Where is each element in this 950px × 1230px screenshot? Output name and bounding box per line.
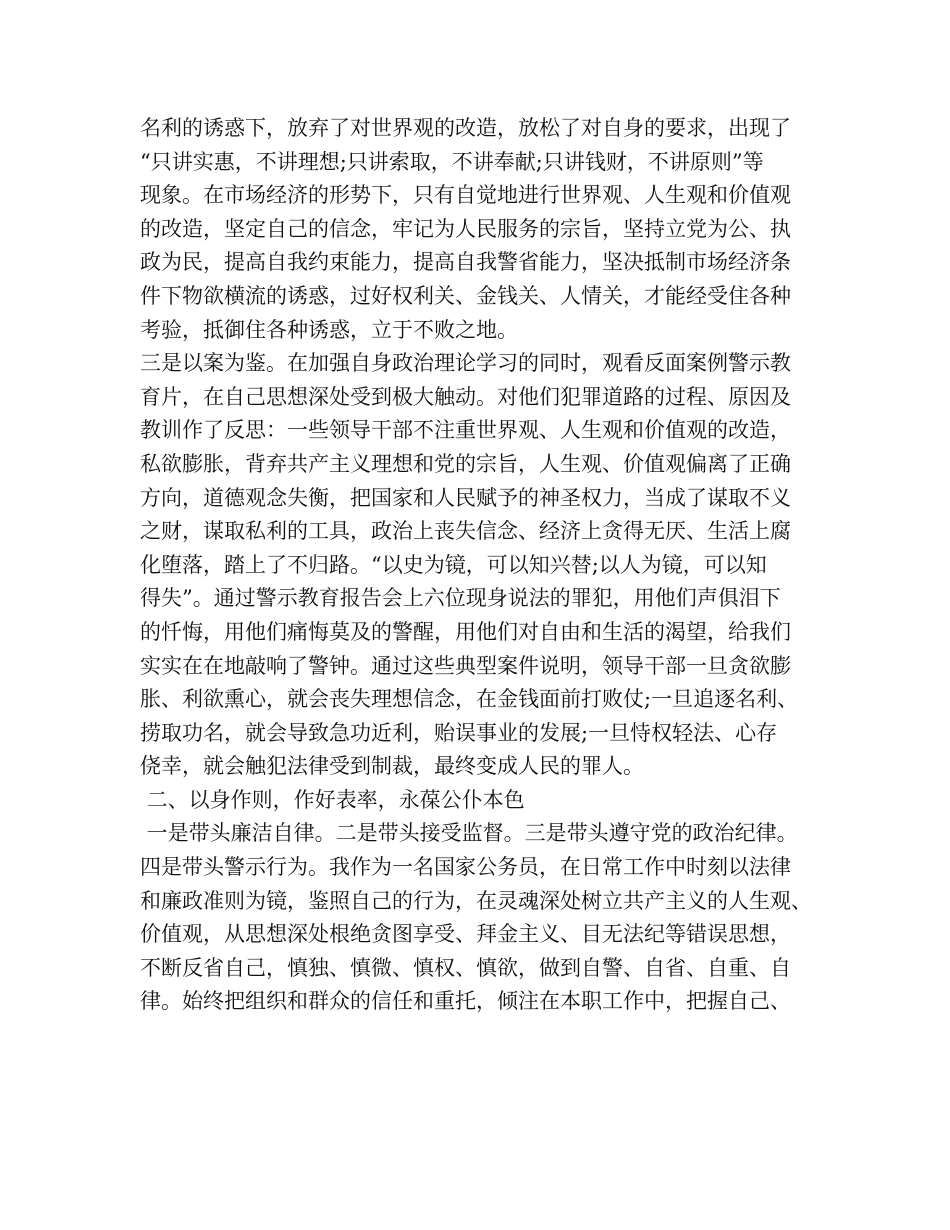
text-line: 化堕落，踏上了不归路。“以史为镜，可以知兴替;以人为镜，可以知 xyxy=(140,552,767,577)
text-line: 现象。在市场经济的形势下，只有自觉地进行世界观、人生观和价值观 xyxy=(140,183,791,208)
text-line: 二、以身作则，作好表率，永葆公仆本色 xyxy=(140,787,525,812)
document-body xyxy=(140,112,840,1019)
text-line: 名利的诱惑下，放弃了对世界观的改造，放松了对自身的要求，出现了 xyxy=(140,116,791,140)
text-line: 不断反省自己，慎独、慎微、慎权、慎欲，做到自警、自省、自重、自 xyxy=(140,955,791,980)
text-line: 育片，在自己思想深处受到极大触动。对他们犯罪道路的过程、原因及 xyxy=(140,384,791,409)
text-line: 的改造，坚定自己的信念，牢记为人民服务的宗旨，坚持立党为公、执 xyxy=(140,216,791,241)
text-line: 三是以案为鉴。在加强自身政治理论学习的同时，观看反面案例警示教 xyxy=(140,351,791,376)
text-line: 和廉政准则为镜，鉴照自己的行为，在灵魂深处树立共产主义的人生观、 xyxy=(140,888,812,913)
text-line: “只讲实惠，不讲理想;只讲索取，不讲奉献;只讲钱财，不讲原则”等 xyxy=(140,149,764,174)
text-line: 价值观，从思想深处根绝贪图享受、拜金主义、目无法纪等错误思想， xyxy=(140,922,791,947)
text-line: 政为民，提高自我约束能力，提高自我警省能力，坚决抵制市场经济条 xyxy=(140,250,791,275)
text-line: 侥幸，就会触犯法律受到制裁，最终变成人民的罪人。 xyxy=(140,754,644,779)
text-line: 私欲膨胀，背弃共产主义理想和党的宗旨，人生观、价值观偏离了正确 xyxy=(140,451,791,476)
text-line: 件下物欲横流的诱惑，过好权利关、金钱关、人情关，才能经受住各种 xyxy=(140,283,791,308)
text-line: 实实在在地敲响了警钟。通过这些典型案件说明，领导干部一旦贪欲膨 xyxy=(140,653,791,678)
text-line: 律。始终把组织和群众的信任和重托，倾注在本职工作中，把握自己、 xyxy=(140,989,791,1014)
text-line: 方向，道德观念失衡，把国家和人民赋予的神圣权力，当成了谋取不义 xyxy=(140,485,791,510)
text-line: 的忏悔，用他们痛悔莫及的警醒，用他们对自由和生活的渴望，给我们 xyxy=(140,619,791,644)
text-line: 得失”。通过警示教育报告会上六位现身说法的罪犯，用他们声俱泪下 xyxy=(140,586,781,611)
text-line: 一是带头廉洁自律。二是带头接受监督。三是带头遵守党的政治纪律。 xyxy=(140,821,798,846)
text-line: 胀、利欲熏心，就会丧失理想信念，在金钱面前打败仗;一旦追逐名利、 xyxy=(140,687,799,712)
text-line: 考验，抵御住各种诱惑，立于不败之地。 xyxy=(140,317,518,342)
text-line: 捞取功名，就会导致急功近利，贻误事业的发展;一旦恃权轻法、心存 xyxy=(140,720,778,745)
text-line: 之财，谋取私利的工具，政治上丧失信念、经济上贪得无厌、生活上腐 xyxy=(140,519,791,544)
text-line: 四是带头警示行为。我作为一名国家公务员，在日常工作中时刻以法律 xyxy=(140,855,791,880)
text-line: 教训作了反思：一些领导干部不注重世界观、人生观和价值观的改造， xyxy=(140,418,791,443)
